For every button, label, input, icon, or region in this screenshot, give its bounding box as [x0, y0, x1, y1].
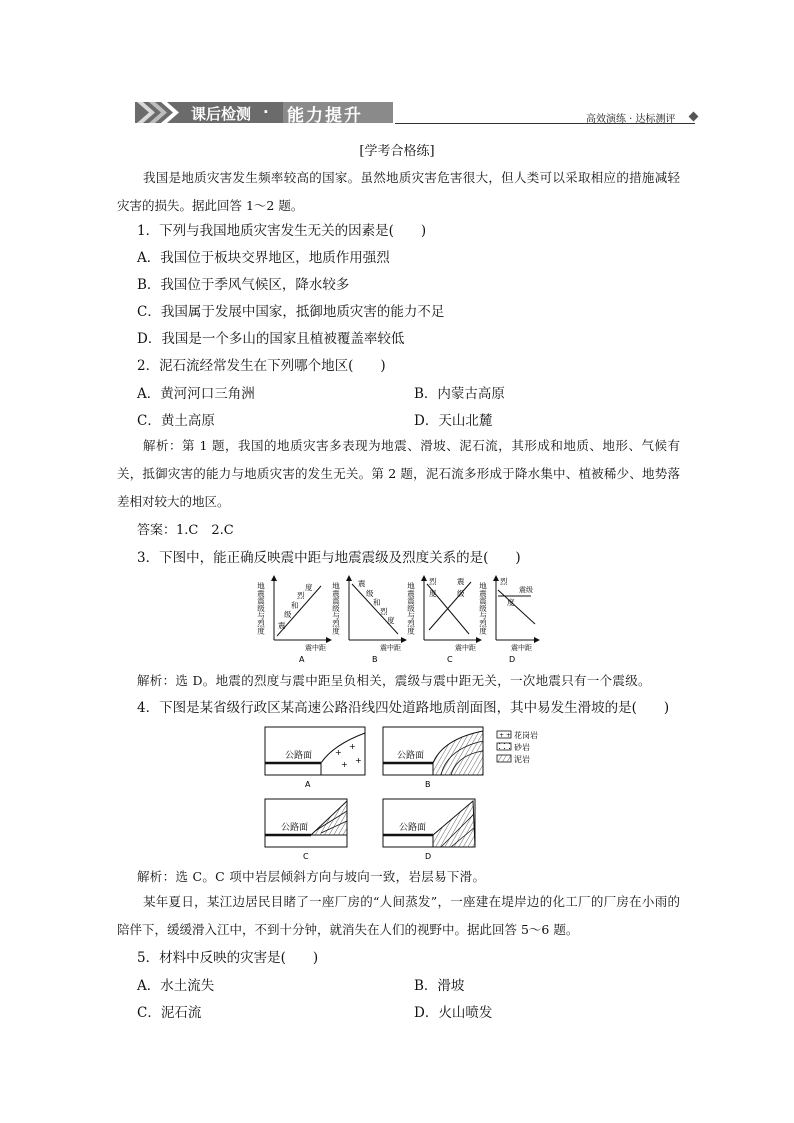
q5-stem: 5．材料中反映的灾害是( ): [137, 950, 319, 966]
analysis-q3: 解析：选 D。地震的烈度与震中距呈负相关，震级与震中距无关，一次地震只有一个震级。: [137, 673, 651, 688]
svg-text:度: 度: [305, 583, 313, 592]
svg-text:级: 级: [457, 589, 465, 598]
svg-text:公路面: 公路面: [281, 823, 309, 833]
header-banner: [135, 100, 395, 125]
answer-q1-q2: 答案：1.C 2.C: [137, 523, 234, 538]
section-title: [学考合格练]: [359, 144, 435, 159]
svg-text:A: A: [305, 780, 311, 789]
analysis-q4: 解析：选 C。C 项中岩层倾斜方向与坡向一致，岩层易下滑。: [137, 869, 486, 884]
svg-text:级: 级: [366, 589, 374, 598]
q2-option-a: A．黄河河口三角洲: [137, 386, 255, 402]
banner-right-text: 能力提升: [287, 106, 363, 126]
svg-text:B: B: [372, 655, 378, 664]
banner-dot: ·: [263, 103, 269, 121]
q3-d-line-1: [498, 590, 535, 624]
svg-text:+: +: [335, 748, 342, 757]
q1-option-d: D．我国是一个多山的国家且植被覆盖率较低: [137, 331, 405, 347]
analysis-q1-q2: 解析：第 1 题，我国的地质灾害多表现为地震、滑坡、泥石流，其形成和地质、地形、气候有关，抵御灾害的能力与地质灾害的发生无关。第 2 题，泥石流多形成于降水集中、植被稀少、地势落差相对较大的地区。: [117, 438, 680, 509]
q3-b-line: [352, 584, 398, 634]
svg-text:震中距: 震中距: [305, 644, 326, 652]
q4-stem: 4．下图是某省级行政区某高速公路沿线四处道路地质剖面图，其中易发生滑坡的是( ): [137, 700, 670, 716]
svg-text:地震震级与烈度: 地震震级与烈度: [331, 582, 341, 635]
q2-option-b: B．内蒙古高原: [414, 386, 505, 402]
svg-text:C: C: [447, 655, 453, 664]
svg-text:震: 震: [457, 577, 465, 586]
svg-text:+ +: + +: [499, 732, 511, 739]
q4-panel-a: [265, 727, 365, 789]
svg-text:度: 度: [387, 616, 395, 625]
svg-text:和: 和: [291, 601, 299, 610]
svg-text:地震震级与烈度: 地震震级与烈度: [406, 582, 416, 635]
q4-panel-b: [383, 727, 483, 789]
svg-text:震中距: 震中距: [455, 644, 476, 652]
svg-text:砂岩: 砂岩: [514, 743, 530, 752]
svg-text:公路面: 公路面: [285, 751, 313, 761]
q1-option-a: A．我国位于板块交界地区，地质作用强烈: [137, 250, 390, 266]
svg-text:泥岩: 泥岩: [514, 755, 530, 764]
q4-panel-c: [265, 799, 347, 861]
svg-text:花岗岩: 花岗岩: [514, 731, 538, 740]
q3-stem: 3．下图中，能正确反映震中距与地震震级及烈度关系的是( ): [137, 550, 521, 566]
q1-option-b: B．我国位于季风气候区，降水较多: [137, 277, 350, 293]
svg-text:震中距: 震中距: [380, 644, 401, 652]
svg-text:烈: 烈: [380, 607, 388, 616]
q4-panel-d: [383, 799, 475, 861]
q3-panel-c: [406, 576, 481, 664]
q2-option-d: D．天山北麓: [414, 413, 493, 429]
header-tagline: 高效演练 · 达标测评: [586, 114, 676, 125]
svg-text:度: 度: [507, 598, 515, 607]
svg-text:震中距: 震中距: [511, 644, 532, 652]
q3-a-ylabel: 地震震级与烈度: [256, 582, 266, 635]
svg-text:+: +: [341, 760, 348, 769]
q5-option-b: B．滑坡: [414, 978, 465, 994]
svg-text:D: D: [509, 655, 516, 664]
svg-text:地震震级与烈度: 地震震级与烈度: [478, 582, 488, 635]
q2-option-c: C．黄土高原: [137, 413, 215, 429]
svg-text:烈: 烈: [500, 577, 508, 586]
svg-text:烈: 烈: [297, 591, 305, 600]
q5-option-a: A．水土流失: [137, 978, 215, 994]
q4-figure: [263, 725, 573, 865]
q2-stem: 2．泥石流经常发生在下列哪个地区( ): [137, 358, 386, 374]
svg-text:级: 级: [284, 610, 292, 619]
svg-text:震: 震: [278, 621, 286, 630]
svg-text:度: 度: [429, 589, 437, 598]
svg-text:公路面: 公路面: [397, 751, 425, 761]
q3-panel-b: [331, 576, 406, 664]
q4-legend: [497, 730, 538, 764]
svg-text:C: C: [303, 852, 309, 861]
intro-paragraph-2: 某年夏日，某江边居民目睹了一座厂房的“人间蒸发”，一座建在堤岸边的化工厂的厂房在小雨的陪伴下，缓缓滑入江中，不到十分钟，就消失在人们的视野中。据此回答 5～6 题。: [117, 894, 680, 937]
q3-figure: [256, 574, 541, 666]
intro-paragraph-1: 我国是地质灾害发生频率较高的国家。虽然地质灾害危害很大，但人类可以采取相应的措施减轻灾害的损失。据此回答 1～2 题。: [117, 170, 680, 213]
q1-stem: 1．下列与我国地质灾害发生无关的因素是( ): [137, 223, 427, 239]
q5-option-c: C．泥石流: [137, 1005, 202, 1021]
svg-text:震: 震: [358, 579, 366, 588]
q3-panel-a: [256, 576, 331, 664]
diamond-icon: [689, 112, 699, 122]
svg-text:震级: 震级: [519, 586, 533, 594]
svg-text:+: +: [355, 756, 362, 765]
svg-text:B: B: [425, 780, 431, 789]
banner-left-text: 课后检测: [191, 105, 252, 123]
q1-option-c: C．我国属于发展中国家，抵御地质灾害的能力不足: [137, 304, 445, 320]
svg-text:D: D: [425, 852, 432, 861]
q5-option-d: D．火山喷发: [414, 1005, 493, 1021]
svg-text:烈: 烈: [429, 577, 437, 586]
svg-text:公路面: 公路面: [399, 823, 427, 833]
q3-panel-d: [478, 576, 539, 664]
svg-text:+: +: [349, 742, 356, 751]
svg-text:和: 和: [373, 598, 381, 607]
svg-text:A: A: [299, 655, 305, 664]
